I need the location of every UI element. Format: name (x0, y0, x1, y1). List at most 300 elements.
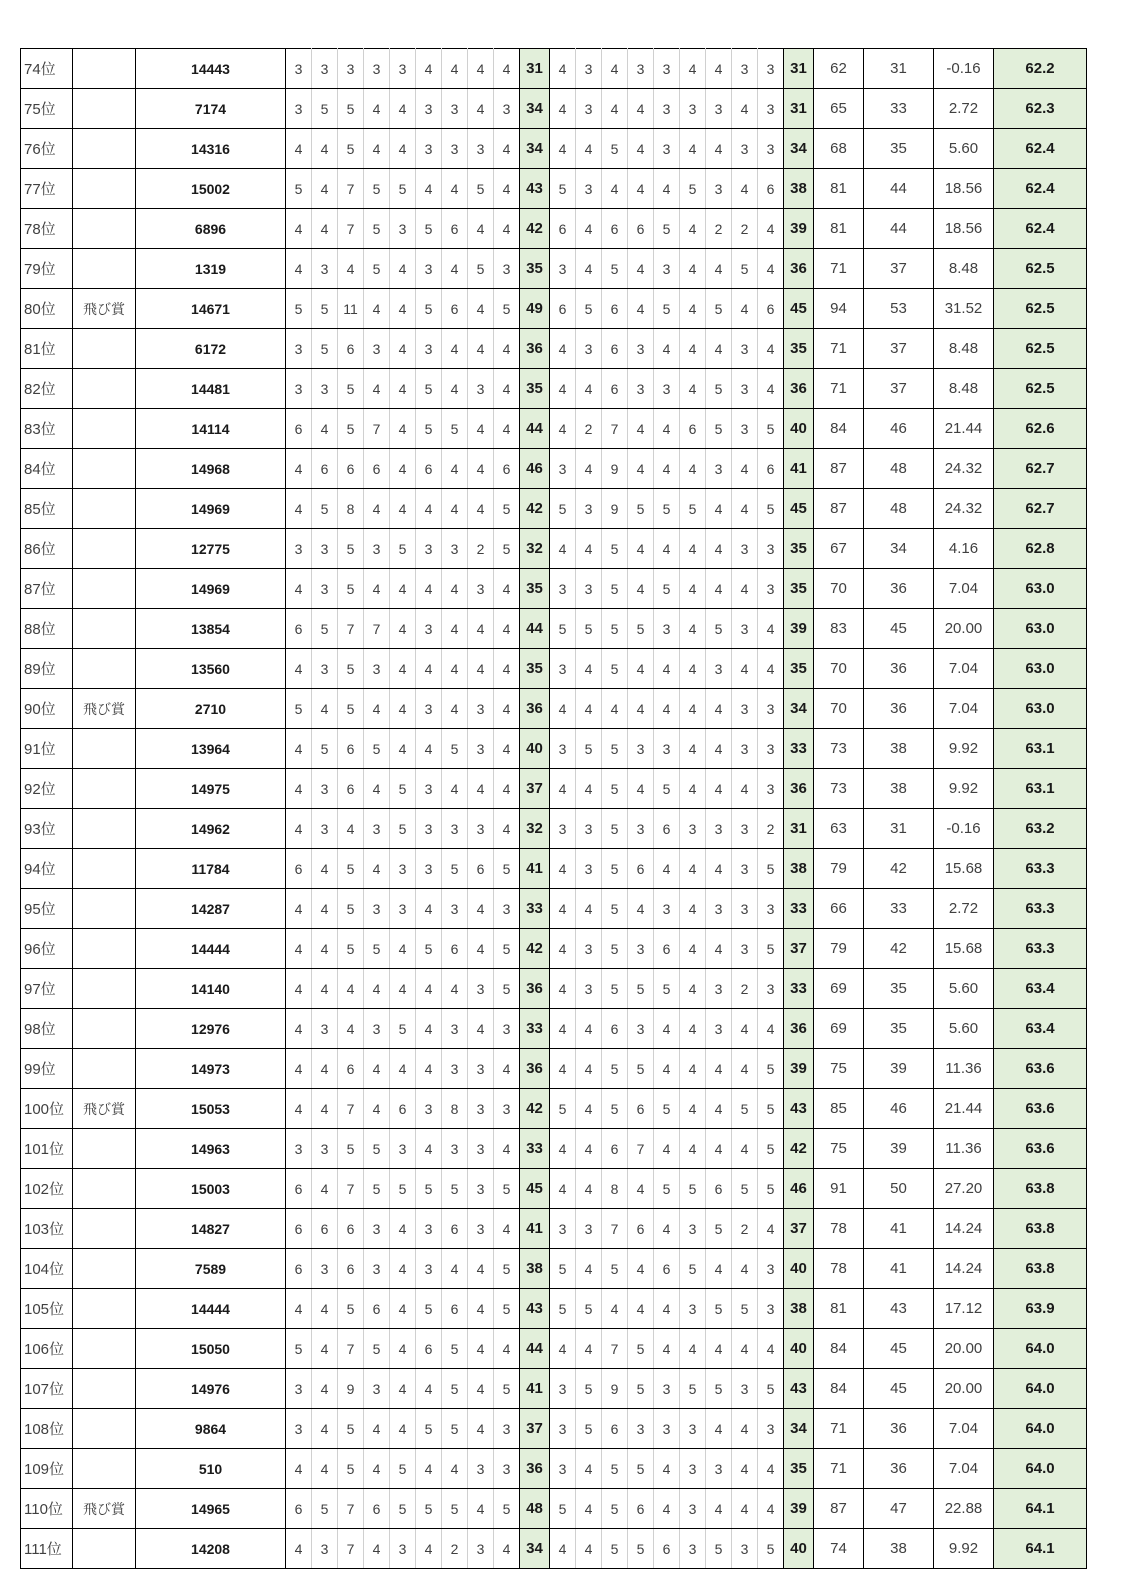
award-cell (73, 1169, 136, 1209)
adjustment-cell: -0.16 (934, 49, 994, 89)
in-total-cell: 43 (784, 1089, 814, 1129)
out-hole-9-score: 4 (494, 569, 520, 609)
out-hole-3-score: 8 (338, 489, 364, 529)
in-total-cell: 36 (784, 249, 814, 289)
out-total-cell: 36 (520, 1449, 550, 1489)
in-hole-18-score: 5 (758, 1169, 784, 1209)
in-total-cell: 38 (784, 169, 814, 209)
in-hole-16-score: 4 (706, 1049, 732, 1089)
in-hole-10-score: 3 (550, 449, 576, 489)
table-row (21, 409, 1087, 449)
out-hole-4-score: 6 (364, 1489, 390, 1529)
out-hole-8-score: 3 (468, 809, 494, 849)
in-hole-18-score: 3 (758, 689, 784, 729)
out-hole-7-score: 3 (442, 129, 468, 169)
in-hole-13-score: 4 (628, 529, 654, 569)
in-hole-15-score: 5 (680, 489, 706, 529)
out-hole-2-score: 4 (312, 169, 338, 209)
out-hole-8-score: 6 (468, 849, 494, 889)
adjustment-cell: -0.16 (934, 809, 994, 849)
in-hole-15-score: 4 (680, 1089, 706, 1129)
out-hole-2-score: 4 (312, 209, 338, 249)
in-hole-11-score: 5 (576, 729, 602, 769)
out-hole-8-score: 4 (468, 89, 494, 129)
out-hole-7-score: 5 (442, 1169, 468, 1209)
out-hole-5-score: 4 (390, 449, 416, 489)
out-hole-1-score: 4 (286, 809, 312, 849)
out-hole-9-score: 5 (494, 969, 520, 1009)
out-hole-1-score: 3 (286, 1129, 312, 1169)
table-row (21, 1249, 1087, 1289)
in-hole-11-score: 4 (576, 689, 602, 729)
in-hole-10-score: 3 (550, 1369, 576, 1409)
out-hole-4-score: 3 (364, 889, 390, 929)
out-hole-2-score: 3 (312, 1529, 338, 1569)
out-hole-1-score: 4 (286, 129, 312, 169)
in-hole-17-score: 4 (732, 1409, 758, 1449)
in-total-cell: 40 (784, 409, 814, 449)
out-hole-4-score: 4 (364, 369, 390, 409)
in-hole-12-score: 5 (602, 729, 628, 769)
table-row (21, 1449, 1087, 1489)
out-hole-3-score: 7 (338, 609, 364, 649)
out-total-cell: 36 (520, 1049, 550, 1089)
net-score-cell: 63.3 (994, 889, 1087, 929)
out-hole-6-score: 5 (416, 1289, 442, 1329)
out-hole-5-score: 4 (390, 249, 416, 289)
in-hole-16-score: 5 (706, 1289, 732, 1329)
out-total-cell: 33 (520, 889, 550, 929)
in-hole-12-score: 5 (602, 1089, 628, 1129)
in-hole-16-score: 4 (706, 1089, 732, 1129)
out-hole-2-score: 4 (312, 1289, 338, 1329)
in-hole-12-score: 7 (602, 1209, 628, 1249)
in-total-cell: 43 (784, 1369, 814, 1409)
out-hole-2-score: 3 (312, 249, 338, 289)
handicap-cell: 38 (864, 729, 934, 769)
out-hole-8-score: 3 (468, 569, 494, 609)
in-hole-13-score: 5 (628, 609, 654, 649)
in-hole-13-score: 3 (628, 1409, 654, 1449)
in-hole-12-score: 6 (602, 1129, 628, 1169)
out-total-cell: 42 (520, 1089, 550, 1129)
table-row (21, 49, 1087, 89)
in-hole-13-score: 3 (628, 929, 654, 969)
out-hole-1-score: 3 (286, 529, 312, 569)
out-hole-6-score: 3 (416, 329, 442, 369)
in-hole-17-score: 4 (732, 289, 758, 329)
in-hole-15-score: 4 (680, 889, 706, 929)
in-hole-11-score: 4 (576, 129, 602, 169)
rank-cell: 76位 (21, 129, 73, 169)
handicap-cell: 36 (864, 569, 934, 609)
award-cell (73, 1289, 136, 1329)
gross-score-cell: 65 (814, 89, 864, 129)
rank-cell: 86位 (21, 529, 73, 569)
adjustment-cell: 7.04 (934, 569, 994, 609)
rank-cell: 102位 (21, 1169, 73, 1209)
in-hole-14-score: 4 (654, 169, 680, 209)
out-hole-9-score: 5 (494, 1169, 520, 1209)
in-hole-15-score: 5 (680, 1249, 706, 1289)
out-hole-5-score: 5 (390, 169, 416, 209)
out-total-cell: 43 (520, 1289, 550, 1329)
table-row (21, 1529, 1087, 1569)
in-total-cell: 34 (784, 129, 814, 169)
gross-score-cell: 68 (814, 129, 864, 169)
out-hole-7-score: 5 (442, 1409, 468, 1449)
out-hole-5-score: 4 (390, 129, 416, 169)
award-cell (73, 809, 136, 849)
out-hole-7-score: 6 (442, 209, 468, 249)
out-hole-1-score: 4 (286, 449, 312, 489)
handicap-cell: 36 (864, 689, 934, 729)
in-hole-15-score: 4 (680, 369, 706, 409)
in-hole-14-score: 4 (654, 1449, 680, 1489)
out-total-cell: 44 (520, 409, 550, 449)
handicap-cell: 35 (864, 969, 934, 1009)
in-hole-13-score: 4 (628, 569, 654, 609)
out-hole-2-score: 3 (312, 1249, 338, 1289)
in-hole-13-score: 7 (628, 1129, 654, 1169)
in-hole-14-score: 4 (654, 529, 680, 569)
out-total-cell: 34 (520, 129, 550, 169)
handicap-cell: 37 (864, 329, 934, 369)
out-hole-1-score: 4 (286, 1049, 312, 1089)
out-hole-2-score: 4 (312, 1449, 338, 1489)
in-hole-15-score: 4 (680, 969, 706, 1009)
in-hole-18-score: 4 (758, 209, 784, 249)
in-hole-17-score: 4 (732, 1249, 758, 1289)
out-hole-3-score: 5 (338, 1289, 364, 1329)
out-hole-8-score: 4 (468, 1249, 494, 1289)
adjustment-cell: 24.32 (934, 449, 994, 489)
out-hole-2-score: 4 (312, 1409, 338, 1449)
in-total-cell: 42 (784, 1129, 814, 1169)
handicap-cell: 38 (864, 1529, 934, 1569)
net-score-cell: 63.0 (994, 689, 1087, 729)
net-score-cell: 63.4 (994, 969, 1087, 1009)
player-id-cell: 14969 (136, 489, 286, 529)
in-hole-14-score: 4 (654, 1129, 680, 1169)
award-cell (73, 1369, 136, 1409)
out-hole-7-score: 4 (442, 649, 468, 689)
in-hole-17-score: 4 (732, 1009, 758, 1049)
player-id-cell: 15053 (136, 1089, 286, 1129)
in-hole-11-score: 4 (576, 1249, 602, 1289)
table-row (21, 289, 1087, 329)
in-hole-11-score: 4 (576, 1529, 602, 1569)
out-hole-8-score: 4 (468, 609, 494, 649)
out-hole-6-score: 3 (416, 809, 442, 849)
gross-score-cell: 71 (814, 369, 864, 409)
in-hole-10-score: 6 (550, 209, 576, 249)
in-hole-13-score: 4 (628, 689, 654, 729)
out-hole-5-score: 4 (390, 609, 416, 649)
in-hole-10-score: 4 (550, 689, 576, 729)
in-hole-13-score: 4 (628, 129, 654, 169)
rank-cell: 75位 (21, 89, 73, 129)
in-hole-14-score: 6 (654, 1249, 680, 1289)
in-hole-14-score: 6 (654, 809, 680, 849)
in-total-cell: 39 (784, 1489, 814, 1529)
net-score-cell: 63.6 (994, 1049, 1087, 1089)
adjustment-cell: 14.24 (934, 1249, 994, 1289)
player-id-cell: 7174 (136, 89, 286, 129)
out-hole-5-score: 4 (390, 1209, 416, 1249)
table-row (21, 89, 1087, 129)
player-id-cell: 15003 (136, 1169, 286, 1209)
rank-cell: 103位 (21, 1209, 73, 1249)
out-hole-6-score: 6 (416, 449, 442, 489)
out-total-cell: 36 (520, 689, 550, 729)
out-hole-4-score: 5 (364, 209, 390, 249)
out-hole-4-score: 3 (364, 1009, 390, 1049)
in-hole-10-score: 4 (550, 129, 576, 169)
rank-cell: 99位 (21, 1049, 73, 1089)
award-cell (73, 1209, 136, 1249)
out-hole-2-score: 5 (312, 89, 338, 129)
in-hole-14-score: 4 (654, 649, 680, 689)
award-cell (73, 369, 136, 409)
out-hole-2-score: 5 (312, 489, 338, 529)
in-hole-15-score: 4 (680, 289, 706, 329)
table-row (21, 1209, 1087, 1249)
out-hole-3-score: 5 (338, 849, 364, 889)
in-hole-18-score: 5 (758, 1049, 784, 1089)
rank-cell: 111位 (21, 1529, 73, 1569)
out-hole-6-score: 3 (416, 129, 442, 169)
in-hole-16-score: 5 (706, 1209, 732, 1249)
in-hole-18-score: 5 (758, 1089, 784, 1129)
out-hole-9-score: 5 (494, 1249, 520, 1289)
out-hole-5-score: 4 (390, 1249, 416, 1289)
in-hole-16-score: 4 (706, 329, 732, 369)
in-hole-10-score: 5 (550, 1249, 576, 1289)
out-total-cell: 44 (520, 609, 550, 649)
out-hole-2-score: 3 (312, 529, 338, 569)
in-hole-18-score: 3 (758, 969, 784, 1009)
handicap-cell: 36 (864, 649, 934, 689)
in-hole-14-score: 3 (654, 729, 680, 769)
out-hole-6-score: 4 (416, 1529, 442, 1569)
out-hole-3-score: 5 (338, 889, 364, 929)
out-hole-3-score: 6 (338, 769, 364, 809)
out-hole-7-score: 5 (442, 729, 468, 769)
table-row (21, 169, 1087, 209)
adjustment-cell: 8.48 (934, 249, 994, 289)
out-hole-8-score: 4 (468, 329, 494, 369)
handicap-cell: 47 (864, 1489, 934, 1529)
rank-cell: 80位 (21, 289, 73, 329)
out-hole-5-score: 5 (390, 1449, 416, 1489)
handicap-cell: 44 (864, 169, 934, 209)
in-hole-11-score: 4 (576, 1329, 602, 1369)
out-hole-6-score: 4 (416, 649, 442, 689)
out-hole-8-score: 4 (468, 1289, 494, 1329)
handicap-cell: 37 (864, 249, 934, 289)
in-hole-15-score: 4 (680, 1049, 706, 1089)
out-hole-8-score: 4 (468, 889, 494, 929)
out-hole-3-score: 7 (338, 1489, 364, 1529)
out-hole-9-score: 5 (494, 529, 520, 569)
net-score-cell: 63.6 (994, 1129, 1087, 1169)
gross-score-cell: 87 (814, 1489, 864, 1529)
out-total-cell: 34 (520, 89, 550, 129)
out-hole-8-score: 4 (468, 1489, 494, 1529)
in-hole-10-score: 3 (550, 569, 576, 609)
in-hole-11-score: 3 (576, 1209, 602, 1249)
in-hole-17-score: 3 (732, 849, 758, 889)
adjustment-cell: 5.60 (934, 1009, 994, 1049)
net-score-cell: 62.3 (994, 89, 1087, 129)
net-score-cell: 63.4 (994, 1009, 1087, 1049)
out-hole-1-score: 3 (286, 1369, 312, 1409)
table-row (21, 1129, 1087, 1169)
out-hole-5-score: 6 (390, 1089, 416, 1129)
out-total-cell: 31 (520, 49, 550, 89)
out-hole-4-score: 3 (364, 1249, 390, 1289)
out-hole-2-score: 4 (312, 409, 338, 449)
handicap-cell: 35 (864, 1009, 934, 1049)
in-hole-12-score: 7 (602, 409, 628, 449)
handicap-cell: 36 (864, 1449, 934, 1489)
out-hole-5-score: 5 (390, 1169, 416, 1209)
out-hole-2-score: 4 (312, 889, 338, 929)
out-hole-1-score: 5 (286, 289, 312, 329)
out-hole-9-score: 4 (494, 809, 520, 849)
adjustment-cell: 11.36 (934, 1129, 994, 1169)
handicap-cell: 42 (864, 849, 934, 889)
adjustment-cell: 21.44 (934, 409, 994, 449)
in-hole-13-score: 3 (628, 369, 654, 409)
rank-cell: 100位 (21, 1089, 73, 1129)
in-hole-14-score: 4 (654, 689, 680, 729)
rank-cell: 88位 (21, 609, 73, 649)
out-hole-9-score: 5 (494, 1369, 520, 1409)
out-hole-6-score: 3 (416, 529, 442, 569)
award-cell (73, 769, 136, 809)
in-hole-14-score: 3 (654, 1409, 680, 1449)
out-hole-3-score: 5 (338, 649, 364, 689)
adjustment-cell: 5.60 (934, 969, 994, 1009)
out-hole-2-score: 5 (312, 289, 338, 329)
out-hole-6-score: 3 (416, 609, 442, 649)
in-hole-16-score: 5 (706, 289, 732, 329)
out-hole-5-score: 4 (390, 689, 416, 729)
out-hole-4-score: 3 (364, 529, 390, 569)
out-hole-9-score: 5 (494, 289, 520, 329)
out-hole-5-score: 4 (390, 969, 416, 1009)
out-hole-5-score: 4 (390, 489, 416, 529)
out-total-cell: 45 (520, 1169, 550, 1209)
out-hole-5-score: 3 (390, 849, 416, 889)
player-id-cell: 14114 (136, 409, 286, 449)
out-hole-9-score: 3 (494, 1409, 520, 1449)
out-hole-1-score: 4 (286, 1009, 312, 1049)
in-hole-16-score: 6 (706, 1169, 732, 1209)
handicap-cell: 48 (864, 449, 934, 489)
out-hole-4-score: 4 (364, 1049, 390, 1089)
in-hole-15-score: 4 (680, 529, 706, 569)
out-hole-9-score: 4 (494, 689, 520, 729)
out-hole-2-score: 3 (312, 769, 338, 809)
in-hole-12-score: 5 (602, 249, 628, 289)
in-hole-17-score: 4 (732, 1129, 758, 1169)
out-hole-8-score: 3 (468, 689, 494, 729)
out-hole-7-score: 6 (442, 929, 468, 969)
table-row (21, 329, 1087, 369)
in-hole-13-score: 3 (628, 809, 654, 849)
out-hole-7-score: 5 (442, 1489, 468, 1529)
table-row (21, 1329, 1087, 1369)
handicap-cell: 38 (864, 769, 934, 809)
in-hole-18-score: 3 (758, 529, 784, 569)
out-hole-2-score: 4 (312, 969, 338, 1009)
in-hole-12-score: 7 (602, 1329, 628, 1369)
out-hole-3-score: 5 (338, 89, 364, 129)
table-row (21, 1169, 1087, 1209)
in-hole-18-score: 4 (758, 369, 784, 409)
handicap-cell: 43 (864, 1289, 934, 1329)
in-hole-13-score: 5 (628, 489, 654, 529)
out-hole-9-score: 4 (494, 1529, 520, 1569)
in-hole-10-score: 4 (550, 1049, 576, 1089)
in-hole-12-score: 5 (602, 849, 628, 889)
out-hole-6-score: 4 (416, 1369, 442, 1409)
out-hole-1-score: 6 (286, 1169, 312, 1209)
award-cell: 飛び賞 (73, 289, 136, 329)
in-total-cell: 35 (784, 649, 814, 689)
out-hole-2-score: 4 (312, 849, 338, 889)
out-hole-5-score: 3 (390, 1129, 416, 1169)
in-hole-13-score: 4 (628, 1289, 654, 1329)
adjustment-cell: 20.00 (934, 609, 994, 649)
in-hole-14-score: 3 (654, 1369, 680, 1409)
out-total-cell: 34 (520, 1529, 550, 1569)
out-hole-8-score: 2 (468, 529, 494, 569)
adjustment-cell: 27.20 (934, 1169, 994, 1209)
out-hole-2-score: 3 (312, 1129, 338, 1169)
award-cell (73, 1129, 136, 1169)
in-hole-13-score: 4 (628, 449, 654, 489)
player-id-cell: 12775 (136, 529, 286, 569)
out-hole-1-score: 4 (286, 489, 312, 529)
out-hole-3-score: 7 (338, 1329, 364, 1369)
in-hole-15-score: 4 (680, 569, 706, 609)
out-hole-4-score: 4 (364, 849, 390, 889)
out-total-cell: 32 (520, 529, 550, 569)
out-hole-4-score: 4 (364, 1449, 390, 1489)
out-hole-4-score: 3 (364, 649, 390, 689)
in-hole-14-score: 5 (654, 289, 680, 329)
net-score-cell: 62.8 (994, 529, 1087, 569)
out-hole-2-score: 5 (312, 1489, 338, 1529)
in-hole-11-score: 2 (576, 409, 602, 449)
out-hole-3-score: 7 (338, 1529, 364, 1569)
rank-cell: 77位 (21, 169, 73, 209)
out-hole-8-score: 3 (468, 129, 494, 169)
out-hole-6-score: 3 (416, 849, 442, 889)
out-hole-3-score: 6 (338, 1049, 364, 1089)
gross-score-cell: 71 (814, 329, 864, 369)
in-hole-12-score: 5 (602, 129, 628, 169)
in-hole-11-score: 5 (576, 1289, 602, 1329)
in-hole-17-score: 3 (732, 369, 758, 409)
out-hole-7-score: 4 (442, 369, 468, 409)
in-hole-15-score: 4 (680, 129, 706, 169)
gross-score-cell: 79 (814, 929, 864, 969)
